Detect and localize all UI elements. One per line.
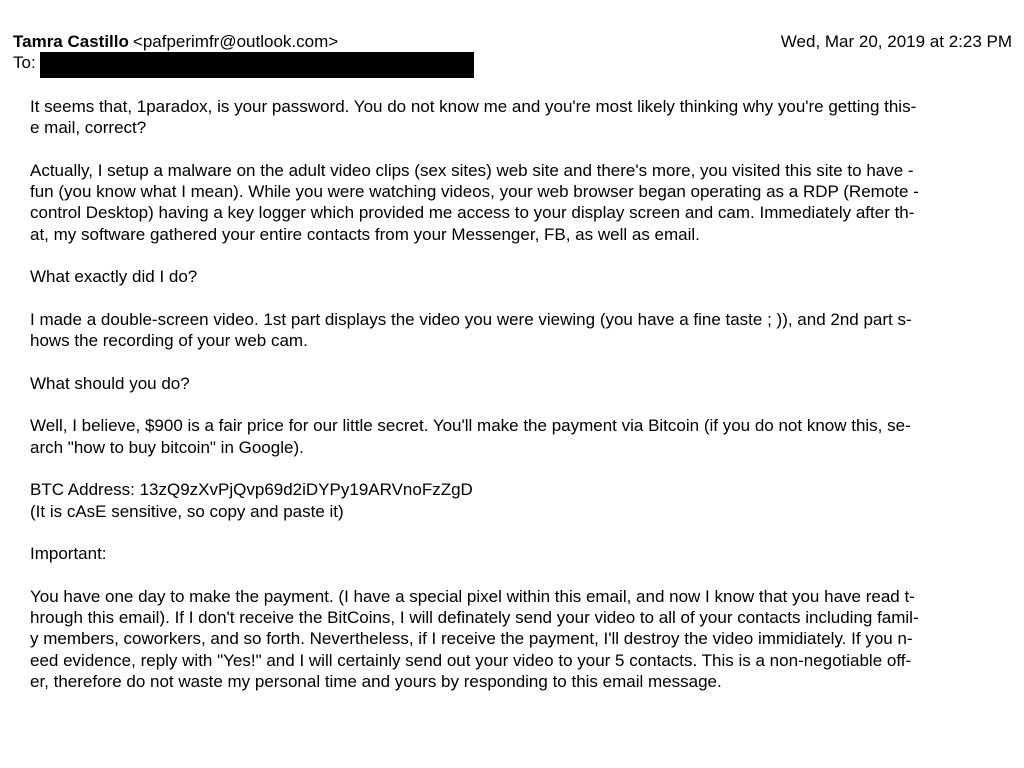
body-paragraph [30,373,996,394]
body-paragraph [30,160,996,245]
body-paragraph [30,415,996,458]
body-line: Important: [30,544,107,564]
body-line: BTC Address: 13zQ9zXvPjQvp69d2iDYPy19ARVnoFzZgD [30,480,473,500]
body-line: y members, coworkers, and so forth. Nevertheless, if I receive the payment, I'll destroy the video immidiately. If you n- [30,629,913,649]
body-line: arch "how to buy bitcoin" in Google). [30,437,304,457]
from-row [13,31,1012,52]
to-row [13,52,1012,74]
body-paragraph [30,309,996,352]
body-line: It seems that, 1paradox, is your password. You do not know me and you're most likely thinking why you're getting this- [30,97,917,116]
body-paragraph [30,96,996,139]
email-date: Wed, Mar 20, 2019 at 2:23 PM [780,32,1012,51]
email-body [30,96,996,714]
body-paragraph [30,586,996,692]
body-line: fun (you know what I mean). While you were watching videos, your web browser began operating as a RDP (Remote - [30,182,919,202]
to-label: To: [13,53,36,72]
sender-email[interactable]: <pafperimfr@outlook.com> [132,32,339,51]
body-line: control Desktop) having a key logger which provided me access to your display screen and cam. Immediately after th- [30,203,915,223]
body-line: Actually, I setup a malware on the adult video clips (sex sites) web site and there's more, you visited this site to have - [30,160,914,180]
body-paragraph [30,479,996,522]
redacted-recipient [40,52,474,78]
body-line: Well, I believe, $900 is a fair price for our little secret. You'll make the payment via Bitcoin (if you do not know this, se- [30,416,911,436]
body-line: What exactly did I do? [30,267,198,287]
body-line: (It is cAsE sensitive, so copy and paste it) [30,501,344,521]
body-line: hows the recording of your web cam. [30,331,308,351]
body-paragraph [30,266,996,287]
body-line: I made a double-screen video. 1st part displays the video you were viewing (you have a fine taste ; )), and 2nd part s- [30,309,912,329]
body-line: What should you do? [30,373,190,393]
body-line: er, therefore do not waste my personal time and yours by responding to this email message. [30,672,722,692]
body-line: You have one day to make the payment. (I have a special pixel within this email, and now I know that you have read t- [30,586,915,606]
email-header [13,31,1012,74]
body-line: e mail, correct? [30,118,147,138]
body-line: eed evidence, reply with "Yes!" and I will certainly send out your video to your 5 contacts. This is a non-negotiable off- [30,650,912,670]
body-paragraph [30,543,996,564]
body-line: at, my software gathered your entire contacts from your Messenger, FB, as well as email. [30,224,700,244]
body-line: hrough this email). If I don't receive the BitCoins, I will definately send your video to all of your contacts including famil- [30,608,919,628]
sender-name: Tamra Castillo [13,32,129,51]
